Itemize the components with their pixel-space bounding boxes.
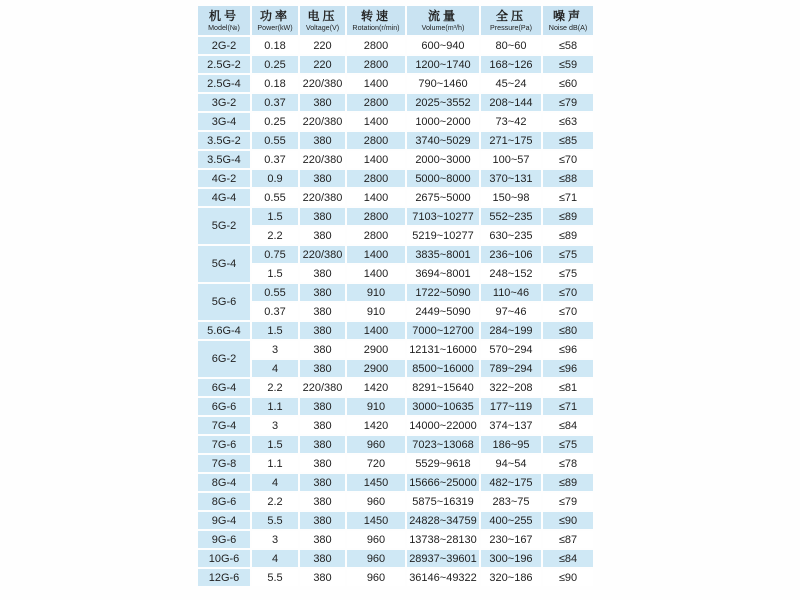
- cell-model: 7G-8: [198, 455, 250, 472]
- table-body: [198, 37, 593, 586]
- cell-voltage: 380: [300, 322, 345, 339]
- cell-voltage: 380: [300, 170, 345, 187]
- table-row: [198, 170, 593, 187]
- cell-volume: 1722~5090: [407, 284, 479, 301]
- cell-voltage: 220/380: [300, 246, 345, 263]
- cell-noise: ≤88: [543, 170, 593, 187]
- cell-rotation: 960: [347, 493, 405, 510]
- table-row: [198, 436, 593, 453]
- cell-volume: 7000~12700: [407, 322, 479, 339]
- cell-voltage: 220/380: [300, 151, 345, 168]
- cell-noise: ≤81: [543, 379, 593, 396]
- table-row: [198, 455, 593, 472]
- cell-rotation: 2800: [347, 170, 405, 187]
- cell-voltage: 380: [300, 493, 345, 510]
- cell-rotation: 1420: [347, 379, 405, 396]
- cell-rotation: 1450: [347, 512, 405, 529]
- cell-rotation: 720: [347, 455, 405, 472]
- cell-pressure: 94~54: [481, 455, 541, 472]
- cell-voltage: 380: [300, 474, 345, 491]
- cell-volume: 1200~1740: [407, 56, 479, 73]
- table-row: [198, 113, 593, 130]
- header-label-zh: 噪声: [552, 8, 583, 23]
- header-label-en: Model(№): [208, 22, 240, 32]
- cell-pressure: 283~75: [481, 493, 541, 510]
- header-label-en: Volume(m³/h): [421, 22, 465, 32]
- cell-power: 0.25: [252, 113, 298, 130]
- cell-model: 6G-2: [198, 341, 250, 377]
- cell-voltage: 380: [300, 360, 345, 377]
- cell-volume: 1000~2000: [407, 113, 479, 130]
- cell-model: 9G-4: [198, 512, 250, 529]
- cell-power: 5.5: [252, 569, 298, 586]
- cell-pressure: 80~60: [481, 37, 541, 54]
- cell-volume: 8291~15640: [407, 379, 479, 396]
- cell-noise: ≤79: [543, 94, 593, 111]
- table-row: [198, 246, 593, 263]
- cell-rotation: 1400: [347, 322, 405, 339]
- cell-model: 2.5G-2: [198, 56, 250, 73]
- cell-pressure: 208~144: [481, 94, 541, 111]
- cell-noise: ≤71: [543, 189, 593, 206]
- table-row: [198, 56, 593, 73]
- cell-model: 5.6G-4: [198, 322, 250, 339]
- cell-pressure: 236~106: [481, 246, 541, 263]
- cell-pressure: 150~98: [481, 189, 541, 206]
- cell-power: 5.5: [252, 512, 298, 529]
- cell-power: 3: [252, 341, 298, 358]
- cell-model: 6G-4: [198, 379, 250, 396]
- cell-rotation: 960: [347, 436, 405, 453]
- cell-model: 2.5G-4: [198, 75, 250, 92]
- cell-model: 8G-4: [198, 474, 250, 491]
- cell-volume: 5219~10277: [407, 227, 479, 244]
- cell-rotation: 1400: [347, 113, 405, 130]
- table-row: [198, 322, 593, 339]
- cell-voltage: 380: [300, 265, 345, 282]
- cell-volume: 36146~49322: [407, 569, 479, 586]
- cell-rotation: 2900: [347, 360, 405, 377]
- cell-noise: ≤70: [543, 151, 593, 168]
- cell-model: 5G-4: [198, 246, 250, 282]
- cell-power: 0.37: [252, 303, 298, 320]
- header-label-zh: 全压: [495, 8, 526, 23]
- cell-voltage: 380: [300, 531, 345, 548]
- column-header-rotation: [347, 6, 405, 35]
- cell-model: 2G-2: [198, 37, 250, 54]
- cell-volume: 24828~34759: [407, 512, 479, 529]
- cell-model: 10G-6: [198, 550, 250, 567]
- cell-pressure: 400~255: [481, 512, 541, 529]
- cell-volume: 14000~22000: [407, 417, 479, 434]
- cell-voltage: 380: [300, 455, 345, 472]
- column-header-power: [252, 6, 298, 35]
- cell-volume: 28937~39601: [407, 550, 479, 567]
- cell-rotation: 2800: [347, 132, 405, 149]
- cell-pressure: 482~175: [481, 474, 541, 491]
- cell-voltage: 220: [300, 37, 345, 54]
- column-header-pressure: [481, 6, 541, 35]
- table-row: [198, 227, 593, 244]
- header-label-en: Rotation(r/min): [352, 22, 400, 32]
- table-row: [198, 512, 593, 529]
- cell-noise: ≤80: [543, 322, 593, 339]
- cell-pressure: 300~196: [481, 550, 541, 567]
- cell-rotation: 960: [347, 550, 405, 567]
- cell-power: 2.2: [252, 227, 298, 244]
- cell-noise: ≤96: [543, 341, 593, 358]
- cell-voltage: 380: [300, 436, 345, 453]
- table-row: [198, 379, 593, 396]
- cell-power: 1.5: [252, 208, 298, 225]
- table-row: [198, 303, 593, 320]
- column-header-volume: [407, 6, 479, 35]
- cell-voltage: 380: [300, 550, 345, 567]
- cell-noise: ≤96: [543, 360, 593, 377]
- cell-rotation: 910: [347, 303, 405, 320]
- cell-volume: 12131~16000: [407, 341, 479, 358]
- cell-voltage: 380: [300, 284, 345, 301]
- table-row: [198, 132, 593, 149]
- cell-model: 12G-6: [198, 569, 250, 586]
- header-label-zh: 功率: [259, 8, 290, 23]
- cell-model: 5G-6: [198, 284, 250, 320]
- table-row: [198, 341, 593, 358]
- table-row: [198, 265, 593, 282]
- cell-power: 0.25: [252, 56, 298, 73]
- header-row: [198, 6, 593, 35]
- cell-power: 0.18: [252, 37, 298, 54]
- cell-pressure: 110~46: [481, 284, 541, 301]
- cell-power: 0.18: [252, 75, 298, 92]
- table-row: [198, 189, 593, 206]
- table-header: [198, 6, 593, 35]
- cell-voltage: 380: [300, 569, 345, 586]
- cell-noise: ≤85: [543, 132, 593, 149]
- cell-volume: 790~1460: [407, 75, 479, 92]
- cell-volume: 13738~28130: [407, 531, 479, 548]
- table-row: [198, 531, 593, 548]
- cell-model: 5G-2: [198, 208, 250, 244]
- cell-model: 6G-6: [198, 398, 250, 415]
- cell-noise: ≤90: [543, 512, 593, 529]
- cell-pressure: 168~126: [481, 56, 541, 73]
- cell-noise: ≤70: [543, 303, 593, 320]
- header-label-en: Power(kW): [257, 22, 293, 32]
- cell-volume: 600~940: [407, 37, 479, 54]
- cell-rotation: 2900: [347, 341, 405, 358]
- table-row: [198, 151, 593, 168]
- cell-model: 3.5G-4: [198, 151, 250, 168]
- cell-noise: ≤89: [543, 208, 593, 225]
- cell-power: 0.37: [252, 94, 298, 111]
- cell-voltage: 380: [300, 417, 345, 434]
- cell-noise: ≤79: [543, 493, 593, 510]
- cell-volume: 5875~16319: [407, 493, 479, 510]
- cell-rotation: 1400: [347, 189, 405, 206]
- cell-rotation: 2800: [347, 208, 405, 225]
- cell-pressure: 73~42: [481, 113, 541, 130]
- cell-pressure: 100~57: [481, 151, 541, 168]
- cell-voltage: 380: [300, 132, 345, 149]
- cell-model: 3.5G-2: [198, 132, 250, 149]
- table-row: [198, 75, 593, 92]
- cell-voltage: 380: [300, 512, 345, 529]
- cell-noise: ≤58: [543, 37, 593, 54]
- cell-pressure: 186~95: [481, 436, 541, 453]
- column-header-voltage: [300, 6, 345, 35]
- fan-spec-table: [196, 4, 595, 588]
- cell-model: 7G-6: [198, 436, 250, 453]
- cell-power: 0.75: [252, 246, 298, 263]
- cell-volume: 3694~8001: [407, 265, 479, 282]
- cell-power: 2.2: [252, 493, 298, 510]
- cell-power: 1.5: [252, 265, 298, 282]
- cell-pressure: 374~137: [481, 417, 541, 434]
- cell-rotation: 2800: [347, 37, 405, 54]
- cell-model: 3G-4: [198, 113, 250, 130]
- cell-power: 1.5: [252, 322, 298, 339]
- cell-rotation: 2800: [347, 94, 405, 111]
- cell-volume: 5529~9618: [407, 455, 479, 472]
- table-row: [198, 569, 593, 586]
- cell-model: 3G-2: [198, 94, 250, 111]
- cell-noise: ≤75: [543, 246, 593, 263]
- header-label-zh: 流量: [427, 8, 458, 23]
- cell-pressure: 230~167: [481, 531, 541, 548]
- cell-noise: ≤75: [543, 265, 593, 282]
- cell-noise: ≤89: [543, 474, 593, 491]
- header-label-en: Voltage(V): [305, 22, 340, 32]
- cell-power: 1.5: [252, 436, 298, 453]
- cell-noise: ≤59: [543, 56, 593, 73]
- table-row: [198, 417, 593, 434]
- table-row: [198, 398, 593, 415]
- cell-rotation: 960: [347, 569, 405, 586]
- cell-pressure: 271~175: [481, 132, 541, 149]
- cell-model: 9G-6: [198, 531, 250, 548]
- cell-pressure: 97~46: [481, 303, 541, 320]
- cell-noise: ≤75: [543, 436, 593, 453]
- cell-volume: 3835~8001: [407, 246, 479, 263]
- cell-volume: 2449~5090: [407, 303, 479, 320]
- cell-noise: ≤70: [543, 284, 593, 301]
- cell-power: 0.55: [252, 189, 298, 206]
- cell-power: 4: [252, 550, 298, 567]
- cell-power: 0.55: [252, 284, 298, 301]
- cell-volume: 2675~5000: [407, 189, 479, 206]
- cell-pressure: 630~235: [481, 227, 541, 244]
- cell-power: 1.1: [252, 455, 298, 472]
- cell-voltage: 380: [300, 398, 345, 415]
- table-row: [198, 474, 593, 491]
- cell-pressure: 320~186: [481, 569, 541, 586]
- cell-pressure: 552~235: [481, 208, 541, 225]
- cell-pressure: 177~119: [481, 398, 541, 415]
- cell-rotation: 1420: [347, 417, 405, 434]
- cell-rotation: 1400: [347, 265, 405, 282]
- cell-noise: ≤87: [543, 531, 593, 548]
- cell-voltage: 380: [300, 227, 345, 244]
- cell-voltage: 220: [300, 56, 345, 73]
- cell-power: 1.1: [252, 398, 298, 415]
- cell-power: 3: [252, 531, 298, 548]
- header-label-en: Noise dB(A): [548, 22, 588, 32]
- cell-pressure: 322~208: [481, 379, 541, 396]
- cell-volume: 2025~3552: [407, 94, 479, 111]
- cell-power: 2.2: [252, 379, 298, 396]
- cell-model: 4G-4: [198, 189, 250, 206]
- table-row: [198, 360, 593, 377]
- cell-pressure: 284~199: [481, 322, 541, 339]
- header-label-zh: 电压: [307, 8, 338, 23]
- cell-voltage: 220/380: [300, 379, 345, 396]
- cell-noise: ≤60: [543, 75, 593, 92]
- cell-rotation: 1400: [347, 75, 405, 92]
- cell-noise: ≤89: [543, 227, 593, 244]
- cell-rotation: 1400: [347, 246, 405, 263]
- table-row: [198, 493, 593, 510]
- cell-volume: 15666~25000: [407, 474, 479, 491]
- cell-volume: 8500~16000: [407, 360, 479, 377]
- cell-pressure: 789~294: [481, 360, 541, 377]
- cell-model: 7G-4: [198, 417, 250, 434]
- cell-noise: ≤63: [543, 113, 593, 130]
- cell-volume: 7103~10277: [407, 208, 479, 225]
- cell-pressure: 248~152: [481, 265, 541, 282]
- cell-power: 0.9: [252, 170, 298, 187]
- cell-model: 8G-6: [198, 493, 250, 510]
- cell-voltage: 220/380: [300, 75, 345, 92]
- header-label-zh: 转速: [360, 8, 391, 23]
- cell-voltage: 220/380: [300, 189, 345, 206]
- cell-voltage: 380: [300, 341, 345, 358]
- cell-model: 4G-2: [198, 170, 250, 187]
- cell-voltage: 380: [300, 208, 345, 225]
- cell-voltage: 380: [300, 303, 345, 320]
- cell-voltage: 220/380: [300, 113, 345, 130]
- cell-power: 4: [252, 360, 298, 377]
- table-row: [198, 208, 593, 225]
- column-header-noise: [543, 6, 593, 35]
- cell-power: 4: [252, 474, 298, 491]
- cell-noise: ≤84: [543, 550, 593, 567]
- cell-power: 0.37: [252, 151, 298, 168]
- cell-noise: ≤90: [543, 569, 593, 586]
- cell-pressure: 370~131: [481, 170, 541, 187]
- cell-voltage: 380: [300, 94, 345, 111]
- table-row: [198, 94, 593, 111]
- header-label-zh: 机号: [208, 8, 239, 23]
- cell-volume: 2000~3000: [407, 151, 479, 168]
- cell-noise: ≤78: [543, 455, 593, 472]
- cell-noise: ≤84: [543, 417, 593, 434]
- cell-pressure: 570~294: [481, 341, 541, 358]
- table-row: [198, 37, 593, 54]
- cell-rotation: 2800: [347, 227, 405, 244]
- cell-rotation: 1400: [347, 151, 405, 168]
- cell-noise: ≤71: [543, 398, 593, 415]
- cell-volume: 3740~5029: [407, 132, 479, 149]
- table-row: [198, 284, 593, 301]
- cell-volume: 5000~8000: [407, 170, 479, 187]
- cell-rotation: 910: [347, 284, 405, 301]
- cell-power: 0.55: [252, 132, 298, 149]
- cell-rotation: 1450: [347, 474, 405, 491]
- cell-rotation: 2800: [347, 56, 405, 73]
- table-row: [198, 550, 593, 567]
- column-header-model: [198, 6, 250, 35]
- cell-volume: 7023~13068: [407, 436, 479, 453]
- cell-power: 3: [252, 417, 298, 434]
- cell-volume: 3000~10635: [407, 398, 479, 415]
- cell-rotation: 960: [347, 531, 405, 548]
- cell-pressure: 45~24: [481, 75, 541, 92]
- header-label-en: Pressure(Pa): [490, 22, 532, 32]
- cell-rotation: 910: [347, 398, 405, 415]
